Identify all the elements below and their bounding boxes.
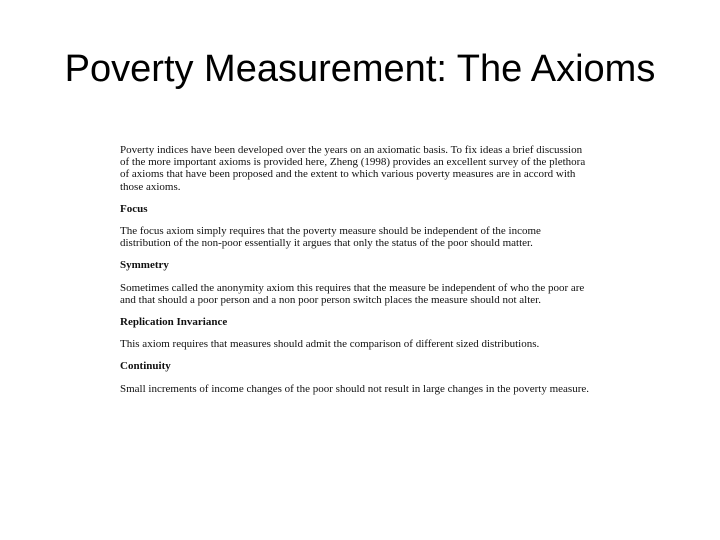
section-heading-replication-invariance: Replication Invariance xyxy=(120,316,228,329)
section-text-focus: The focus axiom simply requires that the poverty measure should be independent of the income distribution of the non-poor essentially it argues that only the status of the poor should matter. xyxy=(120,225,541,250)
section-heading-continuity: Continuity xyxy=(120,360,171,373)
section-heading-focus: Focus xyxy=(120,202,148,215)
document-excerpt xyxy=(120,144,590,395)
section-text-replication-invariance: This axiom requires that measures should admit the comparison of different sized distributions. xyxy=(120,338,540,351)
section-heading-symmetry: Symmetry xyxy=(120,259,169,272)
slide-title: Poverty Measurement: The Axioms xyxy=(64,48,656,90)
section-text-continuity: Small increments of income changes of the poor should not result in large changes in the poverty measure. xyxy=(120,382,590,395)
section-text-symmetry: Sometimes called the anonymity axiom this requires that the measure be independent of who the poor are and that should a poor person and a non poor person switch places the measure should not alter. xyxy=(120,281,585,306)
intro-paragraph: Poverty indices have been developed over the years on an axiomatic basis. To fix ideas a brief discussion of the more important axioms is provided here, Zheng (1998) provides an excellent survey of the plethora of axioms that have been proposed and the extent to which various poverty measures are in accord with those axioms. xyxy=(120,144,586,193)
